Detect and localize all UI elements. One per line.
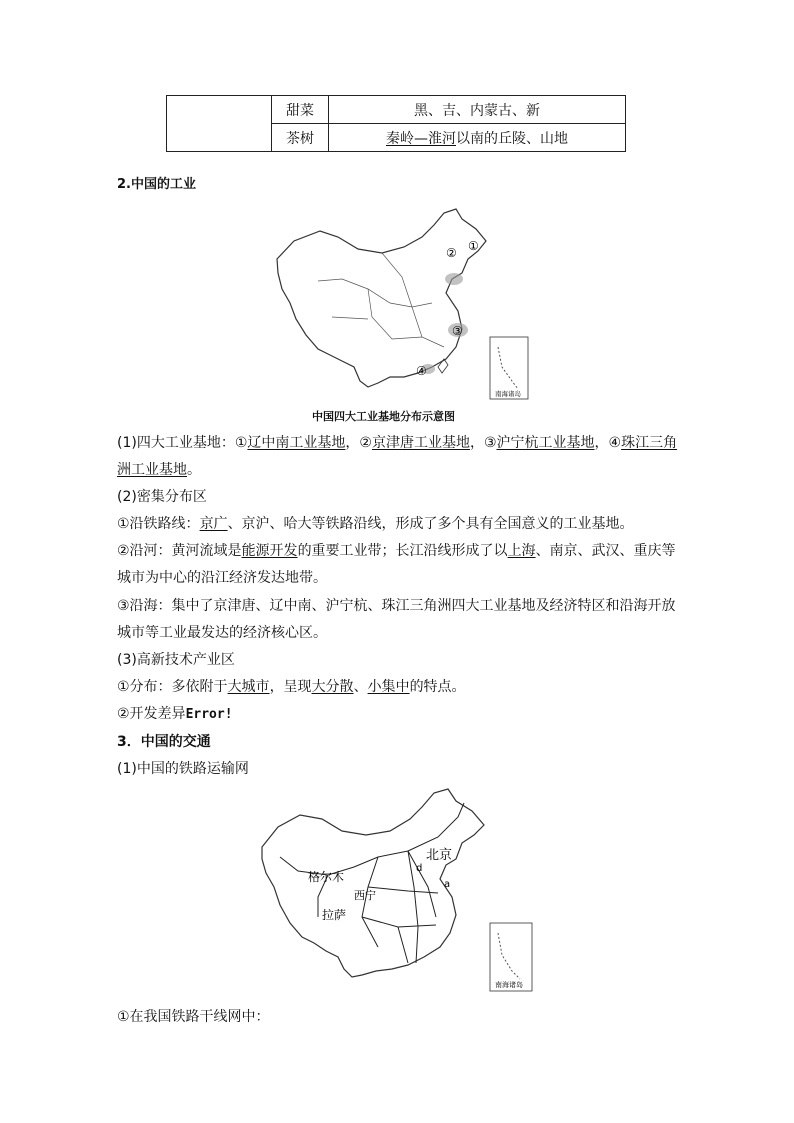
text: ，②: [345, 435, 372, 451]
text: ，④: [594, 435, 622, 451]
text: 、京沪、哈大等铁路沿线，形成了多个具有全国意义的工业基地。: [227, 516, 634, 532]
marker-1: ①: [468, 239, 479, 253]
paragraph: (1)中国的铁路运输网: [117, 761, 249, 777]
china-outline: [262, 789, 484, 977]
line-label-d: d: [416, 863, 423, 874]
city-xining: 西宁: [354, 889, 376, 902]
table-cell-crop: 茶树: [272, 124, 329, 152]
underlined-term: 秦岭—淮河: [386, 130, 456, 147]
paragraph: [117, 461, 201, 479]
underlined-term: 京广: [199, 516, 228, 532]
section-heading: 2.中国的工业: [117, 177, 196, 192]
underlined-term: 珠江三角: [621, 435, 678, 451]
text: 。: [187, 462, 201, 478]
marker-4: ④: [416, 364, 427, 378]
paragraph: [117, 705, 233, 724]
map-caption: 中国四大工业基地分布示意图: [312, 410, 455, 423]
underlined-term: 大分散: [311, 679, 354, 695]
paragraph: [117, 542, 676, 560]
underlined-term: 京津唐工业基地: [371, 435, 470, 451]
underlined-term: 洲工业基地: [117, 462, 187, 478]
underlined-term: 能源开发: [241, 543, 298, 559]
paragraph: [117, 515, 634, 533]
text: (1)四大工业基地：①: [117, 435, 248, 451]
table-cell-area: 黑、吉、内蒙古、新: [329, 96, 626, 124]
paragraph: [117, 434, 677, 452]
underlined-term: 大城市: [227, 679, 270, 695]
paragraph: ①在我国铁路干线网中：: [117, 1009, 270, 1025]
paragraph: [117, 678, 466, 696]
crop-table: [166, 95, 626, 152]
paragraph: 城市为中心的沿江经济发达地带。: [117, 570, 327, 586]
text: 的特点。: [409, 679, 466, 695]
inset-label: 南海诸岛: [495, 981, 523, 989]
city-beijing: 北京: [426, 848, 453, 863]
text: 、南京、武汉、重庆等: [535, 543, 676, 559]
error-text: Error!: [185, 707, 233, 722]
text: 、: [353, 679, 368, 695]
table-cell-crop: 甜菜: [272, 96, 329, 124]
text: ②沿河：黄河流域是: [117, 543, 242, 559]
city-lhasa: 拉萨: [322, 908, 347, 922]
table-row: [167, 96, 626, 124]
text: ①分布：多依附于: [117, 679, 228, 695]
paragraph: (2)密集分布区: [117, 489, 207, 505]
paragraph: ③沿海：集中了京津唐、辽中南、沪宁杭、珠江三角洲四大工业基地及经济特区和沿海开放: [117, 598, 676, 614]
text: ，③: [469, 435, 497, 451]
underlined-term: 小集中: [367, 679, 410, 695]
marker-3: ③: [452, 324, 463, 338]
line-label-a: a: [444, 879, 451, 890]
underlined-term: 沪宁杭工业基地: [496, 435, 595, 451]
city-golmud: 格尔木: [308, 870, 345, 884]
text: ，呈现: [269, 679, 312, 695]
text: ①沿铁路线：: [117, 516, 200, 532]
underlined-term: 辽中南工业基地: [247, 435, 346, 451]
inset-label: 南海诸岛: [495, 390, 521, 398]
railway-map: [258, 787, 538, 997]
base-region-2: [445, 273, 463, 285]
table-text: 以南的丘陵、山地: [456, 130, 568, 147]
section-heading: 3．中国的交通: [117, 734, 211, 750]
text: ②开发差异: [117, 706, 186, 722]
marker-2: ②: [446, 246, 457, 260]
table-cell-area: [329, 124, 626, 152]
paragraph: (3)高新技术产业区: [117, 652, 235, 668]
underlined-term: 上海: [507, 543, 536, 559]
paragraph: 城市等工业最发达的经济核心区。: [117, 625, 327, 641]
table-cell-blank: [167, 96, 272, 152]
text: 的重要工业带；长江沿线形成了以: [297, 543, 508, 559]
industrial-base-map: [272, 207, 534, 405]
inner-boundary: [318, 253, 444, 347]
